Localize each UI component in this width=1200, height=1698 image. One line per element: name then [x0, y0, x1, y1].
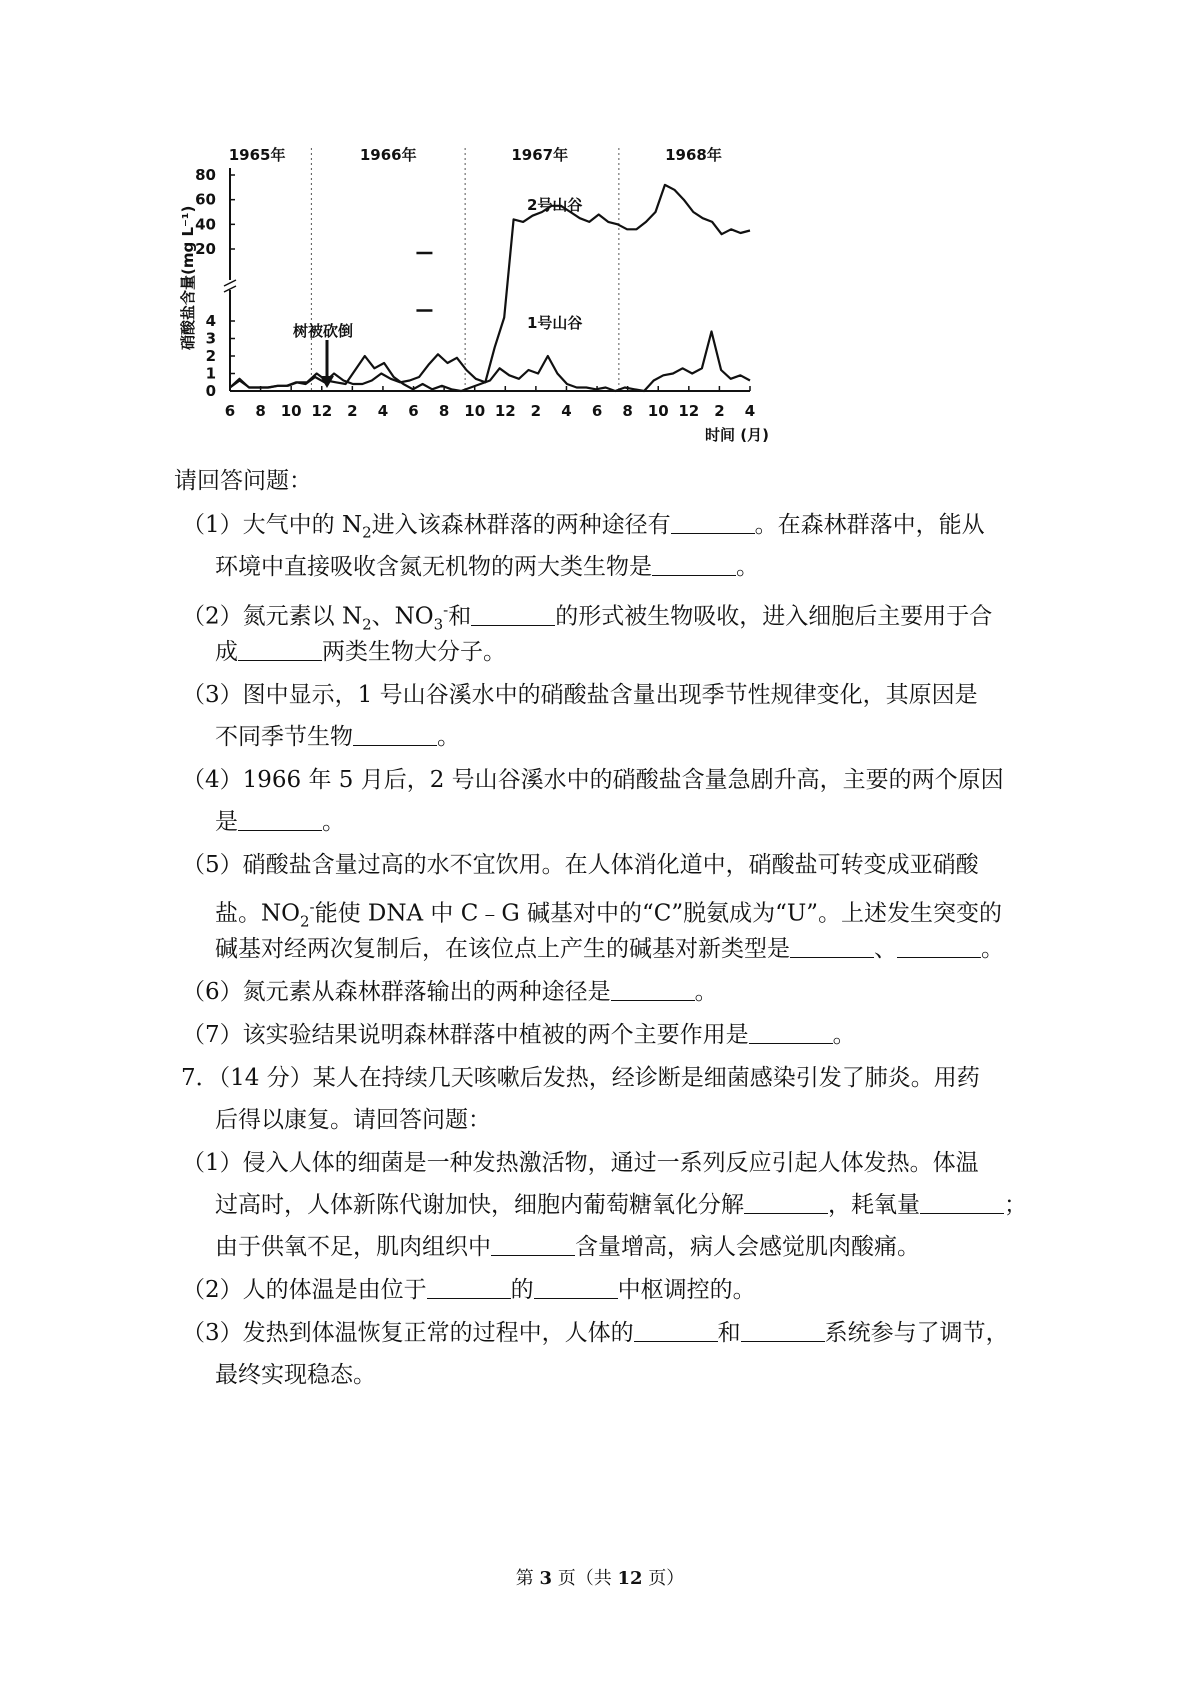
series-line-valley-2 — [230, 185, 750, 388]
x-tick-label: 2 — [714, 402, 725, 420]
y-tick-label: 60 — [195, 190, 216, 209]
y-tick-label: 0 — [205, 382, 216, 400]
answer-blank[interactable] — [749, 1021, 833, 1044]
x-tick-label: 12 — [311, 402, 333, 420]
answer-blank[interactable] — [611, 978, 695, 1001]
x-tick-label: 2 — [530, 402, 542, 420]
p7q3-line2: 最终实现稳态。 — [215, 1362, 376, 1388]
answer-blank[interactable] — [634, 1319, 718, 1342]
x-tick-label: 6 — [408, 402, 419, 420]
answer-blank[interactable] — [534, 1276, 618, 1299]
y-tick-label: 3 — [205, 329, 216, 348]
x-tick-label: 2 — [347, 402, 358, 420]
series-label-valley-2: 2号山谷 — [527, 196, 583, 214]
chart-frame — [224, 148, 750, 391]
q5-line3: 碱基对经两次复制后，在该位点上产生的碱基对新类型是 、 。 — [215, 936, 1004, 962]
answer-blank[interactable] — [744, 1191, 828, 1214]
x-tick-label: 10 — [280, 402, 302, 420]
answer-blank[interactable] — [920, 1191, 1004, 1214]
q7-line1: （7）该实验结果说明森林群落中植被的两个主要作用是 。 — [182, 1022, 856, 1048]
x-tick-label: 12 — [678, 402, 700, 420]
answer-blank[interactable] — [353, 723, 437, 746]
y-tick-label: 2 — [205, 347, 216, 365]
y-tick-label: 80 — [195, 166, 216, 184]
y-axis-label: 硝酸盐含量(mg L⁻¹) — [179, 205, 197, 350]
q4-line1: （4）1966 年 5 月后，2 号山谷溪水中的硝酸盐含量急剧升高，主要的两个原因 — [182, 767, 1004, 793]
y-tick-label: 1 — [205, 364, 216, 383]
x-tick-label: 6 — [224, 402, 236, 420]
year-label: 1966年 — [359, 146, 417, 164]
x-tick-label: 4 — [561, 402, 572, 420]
answer-blank[interactable] — [238, 808, 322, 831]
q2-line2: 成 两类生物大分子。 — [215, 639, 506, 665]
answer-blank[interactable] — [790, 935, 874, 958]
q5-line1: （5）硝酸盐含量过高的水不宜饮用。在人体消化道中，硝酸盐可转变成亚硝酸 — [182, 852, 979, 878]
nitrate-chart — [175, 140, 835, 480]
prompt: 请回答问题： — [174, 468, 312, 494]
x-tick-label: 12 — [494, 402, 516, 420]
x-tick-label: 8 — [438, 402, 450, 420]
answer-blank[interactable] — [741, 1319, 825, 1342]
y-tick-label: 20 — [195, 240, 216, 258]
problem7-line2: 后得以康复。请回答问题： — [215, 1107, 491, 1133]
q1-line1: （1）大气中的 $N_2$进入该森林群落的两种途径有 。在森林群落中，能从 — [182, 512, 985, 542]
x-tick-label: 10 — [464, 402, 486, 420]
p7q2-line1: （2）人的体温是由位于 的 中枢调控的。 — [182, 1277, 756, 1303]
p7q1-line1: （1）侵入人体的细菌是一种发热激活物，通过一系列反应引起人体发热。体温 — [182, 1150, 979, 1176]
x-tick-label: 10 — [647, 402, 669, 420]
q3-line2: 不同季节生物 。 — [215, 724, 460, 750]
x-tick-label: 8 — [255, 402, 266, 420]
year-label: 1967年 — [511, 146, 569, 164]
p7q1-line3: 由于供氧不足，肌肉组织中 含量增高，病人会感觉肌肉酸痛。 — [215, 1234, 920, 1260]
year-label: 1965年 — [228, 146, 286, 164]
q4-line2: 是 。 — [215, 809, 345, 835]
q6-line1: （6）氮元素从森林群落输出的两种途径是 。 — [182, 979, 718, 1005]
year-labels — [229, 146, 722, 164]
q5-line2: 盐。$NO_2^-$能使 DNA 中 C﹣G 碱基对中的“C”脱氨成为“U”。上述发生突变的 — [215, 898, 1003, 931]
answer-blank[interactable] — [238, 638, 322, 661]
answer-blank[interactable] — [491, 1233, 575, 1256]
answer-blank[interactable] — [671, 511, 755, 534]
answer-blank[interactable] — [471, 603, 555, 626]
x-tick-label: 8 — [622, 402, 633, 420]
y-tick-label: 4 — [205, 312, 216, 330]
q3-line1: （3）图中显示，1 号山谷溪水中的硝酸盐含量出现季节性规律变化，其原因是 — [182, 682, 978, 708]
problem7-line1: 7．（14 分）某人在持续几天咳嗽后发热，经诊断是细菌感染引发了肺炎。用药 — [181, 1065, 980, 1091]
p7q1-line2: 过高时，人体新陈代谢加快，细胞内葡萄糖氧化分解 ，耗氧量 ； — [215, 1192, 1027, 1218]
p7q3-line1: （3）发热到体温恢复正常的过程中，人体的 和 系统参与了调节， — [182, 1320, 1009, 1346]
page-footer: 第 3 页（共 12 页） — [515, 1568, 685, 1589]
series-lines — [230, 185, 750, 391]
annotation-trees-cut: 树被砍倒 — [293, 322, 354, 340]
q2-line1: （2）氮元素以 $N_2$、$NO_3^-$和 的形式被生物吸收，进入细胞后主要用于合 — [182, 601, 993, 634]
x-axis-label: 时间 (月) — [705, 426, 769, 444]
q1-line2: 环境中直接吸收含氮无机物的两大类生物是 。 — [215, 554, 759, 580]
line-break-marker — [416, 253, 432, 311]
series-label-valley-1: 1号山谷 — [527, 314, 583, 332]
year-label: 1968年 — [665, 146, 722, 164]
answer-blank[interactable] — [427, 1276, 511, 1299]
x-tick-label: 4 — [377, 402, 389, 420]
x-tick-label: 6 — [591, 402, 603, 420]
answer-blank[interactable] — [652, 553, 736, 576]
answer-blank[interactable] — [897, 935, 981, 958]
y-tick-label: 40 — [195, 215, 216, 234]
x-tick-label: 4 — [744, 402, 756, 420]
